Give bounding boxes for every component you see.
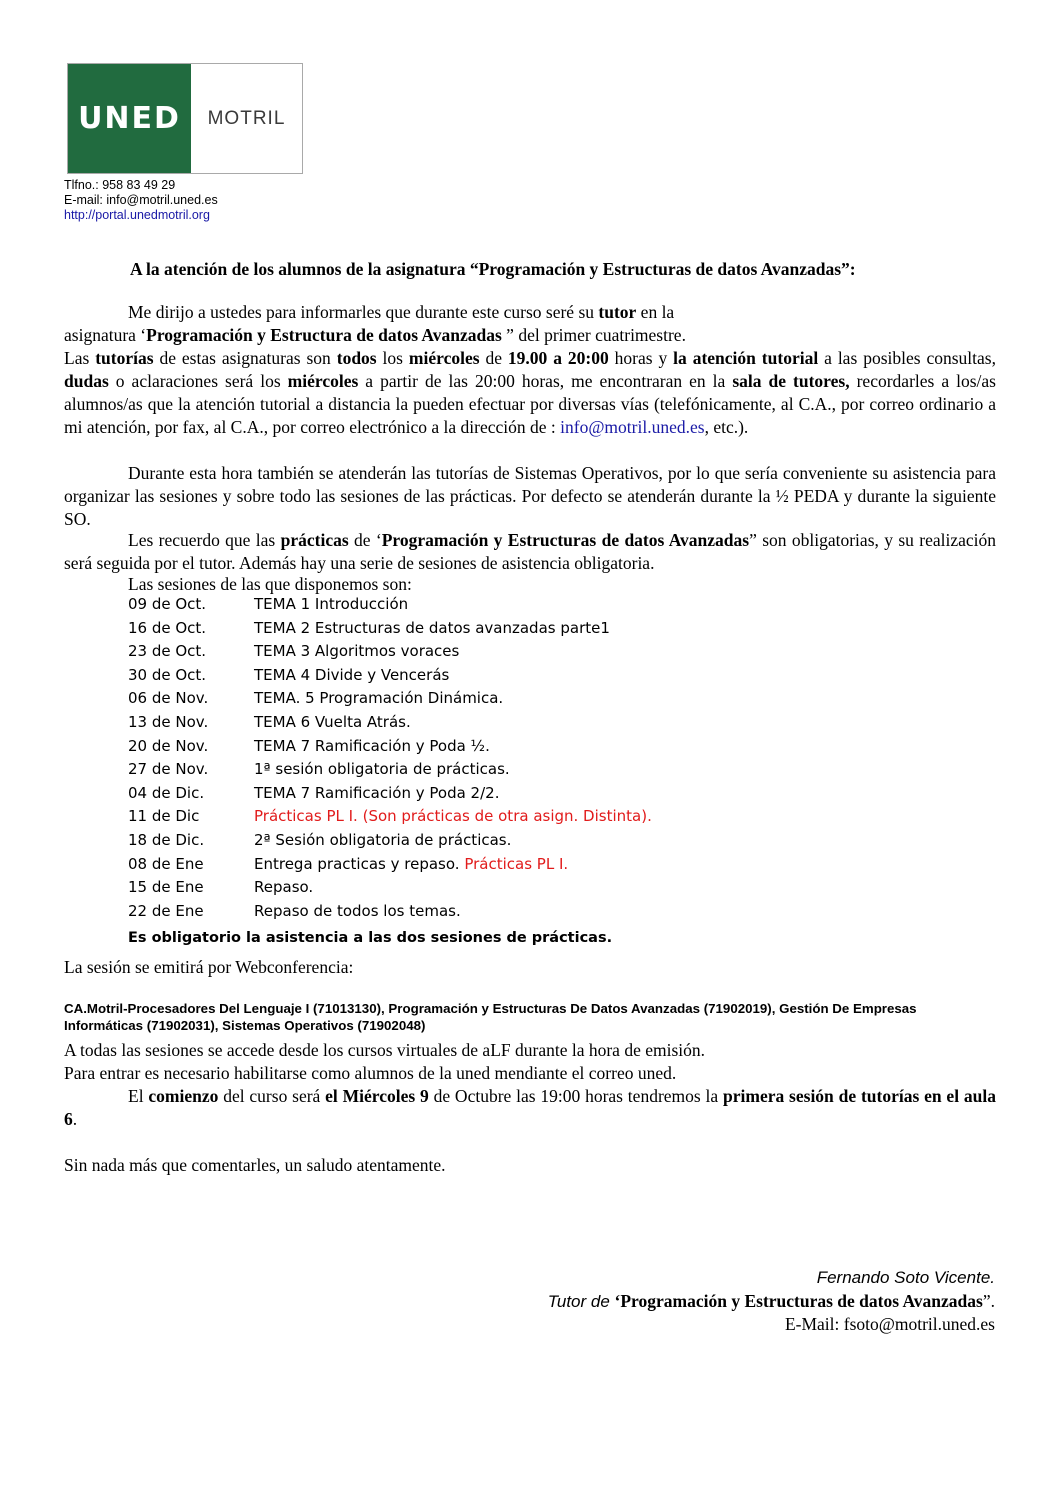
session-topic (254, 713, 411, 731)
session-date: 06 de Nov. (128, 689, 209, 708)
p4-course: Programación y Estructuras de datos Avanzadas (381, 530, 750, 550)
session-topic (254, 760, 510, 778)
phone-line: Tlfno.: 958 83 49 29 (64, 178, 176, 192)
p2-miercoles: miércoles (408, 348, 480, 368)
session-topic (254, 902, 461, 920)
session-date: 18 de Dic. (128, 831, 205, 849)
letter-heading: A la atención de los alumnos de la asignatura “Programación y Estructuras de datos Avanzadas”: (130, 259, 856, 279)
session-highlight: Prácticas PL I. (464, 854, 569, 873)
email-line: E-mail: info@motril.uned.es (64, 193, 218, 207)
signature-role (548, 1291, 995, 1312)
p2-hours: 19.00 a 20:00 (507, 348, 609, 368)
session-topic-text: 1ª sesión obligatoria de prácticas. (254, 760, 510, 779)
session-topic-text: Entrega practicas y repaso. (254, 854, 465, 873)
start-a: El (128, 1086, 149, 1106)
p2-tutorias: tutorías (95, 348, 154, 368)
ca-course-line: CA.Motril-Procesadores Del Lenguaje I (71013130), Programación y Estructuras De Datos Avanzadas (71902019), Gestión De Empresas Informáticas (71902031), Sistemas Operativos (71902048) (64, 1001, 917, 1033)
session-topic-text: TEMA 4 Divide y Vencerás (254, 665, 450, 684)
intro-course-name: Programación y Estructura de datos Avanzadas (146, 325, 502, 345)
session-topic-text: Repaso. (254, 878, 314, 897)
p2-g: de (479, 348, 508, 368)
session-topic (254, 855, 568, 873)
p2-todos: todos (336, 348, 377, 368)
p2-m: o aclaraciones será los (108, 371, 288, 391)
session-topic (254, 737, 490, 755)
sessions-intro: Las sesiones de las que disponemos son: (128, 574, 412, 594)
session-topic-text: 2ª Sesión obligatoria de prácticas. (254, 831, 512, 849)
intro-line-1 (128, 301, 674, 324)
start-g: . (72, 1109, 78, 1129)
p2-o: a partir de las 20:00 horas, me encontraran en la (358, 371, 733, 391)
session-date: 15 de Ene (128, 878, 204, 897)
intro-text-c: en la (636, 302, 675, 322)
intro-asignatura: asignatura ‘ (64, 325, 147, 345)
uned-motril-logo (67, 63, 303, 174)
closing-line: Sin nada más que comentarles, un saludo atentamente. (64, 1155, 446, 1175)
session-topic-text: TEMA. 5 Programación Dinámica. (254, 689, 504, 708)
p2-atencion: la atención tutorial (673, 348, 819, 368)
session-topic-text: Repaso de todos los temas. (254, 901, 461, 920)
session-topic-text: TEMA 6 Vuelta Atrás. (254, 713, 411, 731)
session-topic-text: TEMA 1 Introducción (254, 595, 409, 613)
intro-cuatrimestre: ” del primer cuatrimestre. (501, 325, 686, 345)
p4-practicas: prácticas (280, 530, 349, 550)
p4-c: de ‘ (348, 530, 382, 550)
p2-i: horas y (608, 348, 674, 368)
start-first-session: primera sesión de tutorías en el aula 6 (64, 1086, 996, 1129)
obligatory-note: Es obligatorio la asistencia a las dos sesiones de prácticas. (128, 930, 613, 946)
p2-q: recordarles a los/as alumnos/as que la atención tutorial a distancia la pueden efectuar por diversas vías (telefónicamente, al C.A., por correo ordinario a mi atención, por fax, al C.A., por correo electrónico a la dirección de : (64, 371, 996, 437)
session-date: 08 de Ene (128, 854, 204, 873)
session-date: 11 de Dic (128, 807, 200, 826)
logo-white-block (191, 64, 302, 173)
session-date: 04 de Dic. (128, 783, 205, 802)
session-topic (254, 784, 499, 802)
webconf-line: La sesión se emitirá por Webconferencia: (64, 957, 354, 977)
p2-miercoles-2: miércoles (287, 371, 359, 391)
session-topic-text: TEMA 2 Estructuras de datos avanzadas parte1 (254, 618, 610, 637)
session-topic (254, 666, 449, 684)
session-date: 27 de Nov. (128, 760, 209, 779)
session-date: 22 de Ene (128, 901, 204, 920)
session-topic (254, 642, 459, 660)
intro-line-2 (64, 324, 686, 347)
session-date: 13 de Nov. (128, 713, 209, 731)
p2-a: Las (64, 348, 96, 368)
start-comienzo: comienzo (148, 1086, 219, 1106)
intro-text-a: Me dirijo a ustedes para informarles que durante este curso seré su (128, 302, 599, 322)
start-c: del curso será (218, 1086, 326, 1106)
session-topic (254, 689, 503, 707)
access-line-1: A todas las sesiones se accede desde los cursos virtuales de aLF durante la hora de emisión. (64, 1040, 705, 1060)
session-topic (254, 807, 652, 825)
so-paragraph: Durante esta hora también se atenderán las tutorías de Sistemas Operativos, por lo que sería conveniente su asistencia para organizar las sesiones y sobre todo las sesiones de las prácticas. Por defecto se atenderán durante la ½ PEDA y durante la siguiente SO. (64, 463, 996, 529)
session-date: 30 de Oct. (128, 665, 207, 684)
p2-e: los (376, 348, 409, 368)
session-date: 23 de Oct. (128, 642, 207, 661)
p4-a: Les recuerdo que las (128, 530, 281, 550)
session-date: 16 de Oct. (128, 618, 207, 637)
access-line-2: Para entrar es necesario habilitarse como alumnos de la uned mendiante el correo uned. (64, 1063, 677, 1083)
session-topic-text: TEMA 7 Ramificación y Poda ½. (254, 736, 490, 755)
signature-name: Fernando Soto Vicente. (816, 1268, 995, 1287)
session-topic (254, 878, 313, 896)
signature-course: ‘Programación y Estructuras de datos Avanzadas (614, 1291, 983, 1311)
signature-role-c: ”. (982, 1291, 995, 1311)
practicas-paragraph (64, 529, 996, 575)
start-paragraph (64, 1085, 996, 1131)
session-highlight: Prácticas PL I. (Son prácticas de otra asign. Distinta). (254, 807, 652, 826)
session-topic-text: TEMA 7 Ramificación y Poda 2/2. (254, 783, 500, 802)
signature-email: E-Mail: fsoto@motril.uned.es (784, 1314, 995, 1334)
session-date: 20 de Nov. (128, 736, 209, 755)
session-topic (254, 619, 610, 637)
p2-s: , etc.). (704, 417, 749, 437)
logo-green-block (68, 64, 191, 173)
session-date: 09 de Oct. (128, 595, 207, 613)
portal-link[interactable]: http://portal.unedmotril.org (64, 208, 210, 222)
start-date: el Miércoles 9 (325, 1086, 429, 1106)
p2-dudas: dudas (64, 371, 109, 391)
session-topic (254, 595, 408, 613)
p2-c: de estas asignaturas son (153, 348, 337, 368)
p2-sala: sala de tutores, (732, 371, 850, 391)
contact-block (64, 178, 218, 223)
p2-k: a las posibles consultas, (818, 348, 996, 368)
logo-uned-text: UNED (78, 101, 181, 136)
p4-e: ” son obligatorias, y su realización será seguida por el tutor. Además hay una serie de sesiones de asistencia obligatoria. (64, 530, 996, 573)
session-topic (254, 831, 511, 849)
session-topic-text: TEMA 3 Algoritmos voraces (254, 642, 460, 661)
signature-role-a: Tutor de (547, 1292, 615, 1311)
start-e: de Octubre las 19:00 horas tendremos la (428, 1086, 723, 1106)
info-email-link[interactable]: info@motril.uned.es (560, 417, 705, 437)
tutoring-paragraph (64, 347, 996, 439)
intro-tutor: tutor (598, 302, 637, 322)
logo-motril-text: MOTRIL (207, 107, 286, 129)
